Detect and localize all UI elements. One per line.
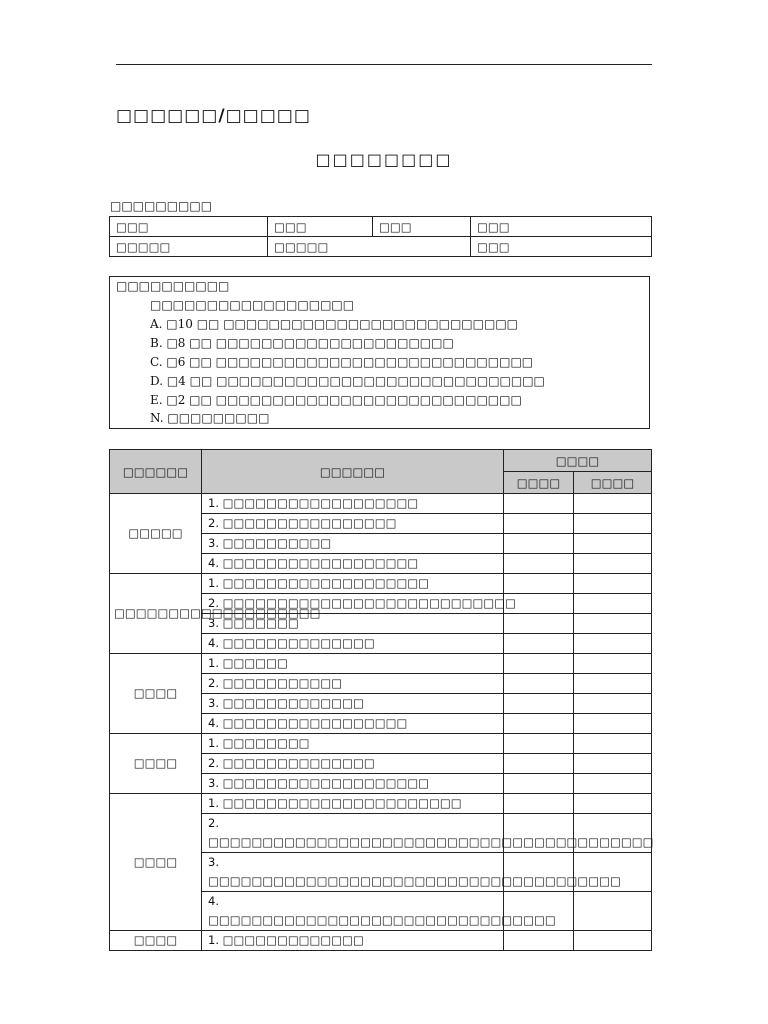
category-cell: □□□□ <box>110 931 202 951</box>
item-cell: 1. □□□□□□□□□□□□□□□□□□□ <box>202 574 504 594</box>
item-cell: 2. □□□□□□□□□□□□□□□□□□□□□□□□□□□□□□□□□□□□□□□□□ <box>202 814 504 853</box>
score-b-cell[interactable] <box>574 694 652 714</box>
info-cell[interactable]: □□□ <box>268 217 373 237</box>
score-b-cell[interactable] <box>574 574 652 594</box>
score-b-cell[interactable] <box>574 494 652 514</box>
score-b-cell[interactable] <box>574 554 652 574</box>
item-cell: 1. □□□□□□□□□□□□□ <box>202 931 504 951</box>
score-b-header: □□□□ <box>574 472 652 494</box>
info-cell[interactable]: □□□ <box>471 217 652 237</box>
category-cell: □□□□□ <box>110 494 202 574</box>
items-header: □□□□□□ <box>202 450 504 494</box>
item-cell: 2. □□□□□□□□□□□ <box>202 674 504 694</box>
item-cell: 2. □□□□□□□□□□□□□□□□ <box>202 514 504 534</box>
table-row <box>110 574 652 594</box>
header-row <box>110 450 652 472</box>
score-b-cell[interactable] <box>574 594 652 614</box>
score-b-cell[interactable] <box>574 654 652 674</box>
scale-option: D. □4 □□ □□□□□□□□□□□□□□□□□□□□□□□□□□□□□ <box>150 374 545 388</box>
score-a-cell[interactable] <box>504 554 574 574</box>
item-cell: 2. □□□□□□□□□□□□□□ <box>202 754 504 774</box>
item-cell: 1. □□□□□□□□□□□□□□□□□□□□□□ <box>202 794 504 814</box>
info-table-caption: □□□□□□□□□ <box>110 199 213 213</box>
table-row <box>110 794 652 814</box>
scoring-scale-box <box>109 276 650 429</box>
scale-option: E. □2 □□ □□□□□□□□□□□□□□□□□□□□□□□□□□□ <box>150 393 522 407</box>
evaluation-table <box>109 449 652 951</box>
score-a-cell[interactable] <box>504 614 574 634</box>
score-b-cell[interactable] <box>574 714 652 734</box>
scale-option: C. □6 □□ □□□□□□□□□□□□□□□□□□□□□□□□□□□□ <box>150 355 534 369</box>
score-a-cell[interactable] <box>504 931 574 951</box>
item-cell: 3. □□□□□□□□□□□□□□□□□□□ <box>202 774 504 794</box>
info-cell[interactable]: □□□□□ <box>110 237 268 257</box>
scale-option: N. □□□□□□□□□ <box>150 411 270 425</box>
score-b-cell[interactable] <box>574 634 652 654</box>
item-cell: 3. □□□□□□□□□□ <box>202 534 504 554</box>
score-a-cell[interactable] <box>504 734 574 754</box>
score-a-cell[interactable] <box>504 774 574 794</box>
score-b-cell[interactable] <box>574 734 652 754</box>
score-a-cell[interactable] <box>504 534 574 554</box>
form-title: □□□□□□□□ <box>315 150 453 169</box>
info-row <box>110 237 652 257</box>
score-a-cell[interactable] <box>504 714 574 734</box>
employee-info-table <box>109 216 652 257</box>
category-header: □□□□□□ <box>110 450 202 494</box>
score-b-cell[interactable] <box>574 794 652 814</box>
score-b-cell[interactable] <box>574 614 652 634</box>
table-row <box>110 654 652 674</box>
scale-title: □□□□□□□□□□ <box>116 279 230 293</box>
score-a-cell[interactable] <box>504 654 574 674</box>
item-cell: 3. □□□□□□□ <box>202 614 504 634</box>
score-a-cell[interactable] <box>504 694 574 714</box>
item-cell: 1. □□□□□□ <box>202 654 504 674</box>
table-row <box>110 494 652 514</box>
item-cell: 4. □□□□□□□□□□□□□□□□□ <box>202 714 504 734</box>
header-rule <box>116 64 652 65</box>
item-cell: 3. □□□□□□□□□□□□□ <box>202 694 504 714</box>
score-b-cell[interactable] <box>574 774 652 794</box>
info-cell[interactable]: □□□□□ <box>268 237 471 257</box>
score-group-header: □□□□ <box>504 450 652 472</box>
item-cell: 4. □□□□□□□□□□□□□□□□□□□□□□□□□□□□□□□□ <box>202 892 504 931</box>
table-row <box>110 734 652 754</box>
score-a-cell[interactable] <box>504 794 574 814</box>
score-b-cell[interactable] <box>574 514 652 534</box>
scale-option: B. □8 □□ □□□□□□□□□□□□□□□□□□□□□ <box>150 336 454 350</box>
evaluation-body <box>110 494 652 951</box>
score-b-cell[interactable] <box>574 754 652 774</box>
item-cell: 2. □□□□□□□□□□□□□□□□□□□□□□□□□□□ <box>202 594 504 614</box>
item-cell: 1. □□□□□□□□ <box>202 734 504 754</box>
info-cell[interactable]: □□□ <box>471 237 652 257</box>
item-cell: 4. □□□□□□□□□□□□□□□□□□ <box>202 554 504 574</box>
score-b-cell[interactable] <box>574 534 652 554</box>
score-b-cell[interactable] <box>574 892 652 931</box>
info-cell[interactable]: □□□ <box>373 217 471 237</box>
info-row <box>110 217 652 237</box>
scale-option: A. □10 □□ □□□□□□□□□□□□□□□□□□□□□□□□□□ <box>150 317 518 331</box>
item-cell: 1. □□□□□□□□□□□□□□□□□□ <box>202 494 504 514</box>
table-row <box>110 931 652 951</box>
category-cell: □□□□ <box>110 734 202 794</box>
score-a-cell[interactable] <box>504 494 574 514</box>
score-a-cell[interactable] <box>504 754 574 774</box>
scale-intro: □□□□□□□□□□□□□□□□□□ <box>150 298 355 312</box>
score-a-header: □□□□ <box>504 472 574 494</box>
category-cell: □□□□ <box>110 794 202 931</box>
score-b-cell[interactable] <box>574 674 652 694</box>
score-a-cell[interactable] <box>504 574 574 594</box>
category-cell: □□□□□□□□□□□□□□□□□□□ <box>110 574 202 654</box>
document-heading: □□□□□□/□□□□□ <box>116 106 311 126</box>
info-cell[interactable]: □□□ <box>110 217 268 237</box>
score-b-cell[interactable] <box>574 931 652 951</box>
score-a-cell[interactable] <box>504 514 574 534</box>
item-cell: 4. □□□□□□□□□□□□□□ <box>202 634 504 654</box>
item-cell: 3. □□□□□□□□□□□□□□□□□□□□□□□□□□□□□□□□□□□□□□ <box>202 853 504 892</box>
category-cell: □□□□ <box>110 654 202 734</box>
score-a-cell[interactable] <box>504 634 574 654</box>
score-a-cell[interactable] <box>504 674 574 694</box>
